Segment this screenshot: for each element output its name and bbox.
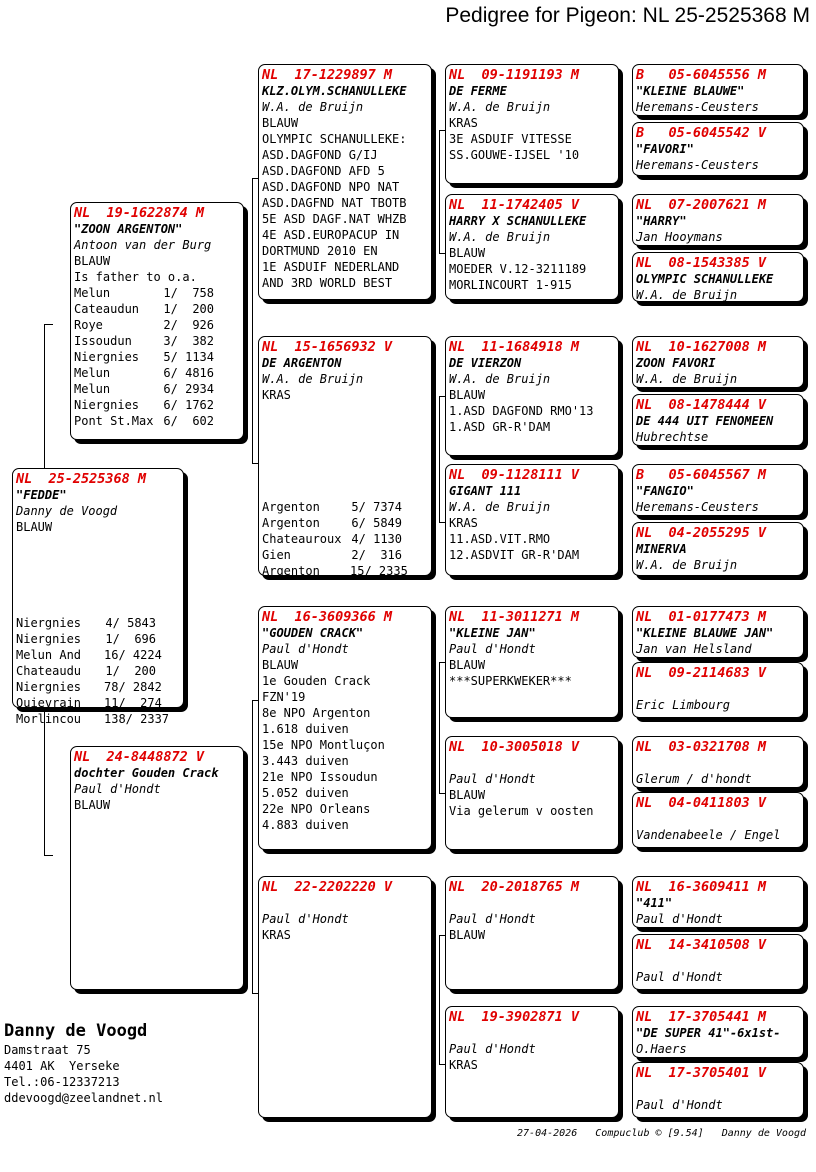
info-line: DORTMUND 2010 EN (262, 244, 378, 258)
result-row (262, 531, 428, 547)
ring-number: NL 11-3011271 M (449, 609, 580, 625)
info-line: 11.ASD.VIT.RMO (449, 532, 551, 546)
result-rank: 1/ 758 (163, 286, 214, 300)
pigeon-card-fmf[interactable] (445, 336, 619, 456)
breeder-name: W.A. de Bruijn (636, 372, 738, 386)
info-line: KRAS (449, 516, 478, 530)
ring-number: B 05-6045567 M (636, 467, 767, 483)
info-line (262, 435, 428, 451)
pigeon-name: dochter Gouden Crack (74, 766, 219, 780)
result-rank: 78/ 2842 (104, 680, 162, 694)
pigeon-card-g11[interactable] (632, 736, 804, 788)
result-row (16, 711, 180, 727)
breeder-name: W.A. de Bruijn (262, 372, 364, 386)
info-line: MORLINCOURT 1-915 (449, 278, 572, 292)
pigeon-card-g13[interactable] (632, 876, 804, 928)
result-place: Gien (262, 548, 291, 562)
pigeon-card-main[interactable] (12, 468, 184, 726)
pigeon-name: "GOUDEN CRACK" (262, 626, 364, 640)
info-line: 21e NPO Issoudun (262, 770, 378, 784)
pigeon-name: OLYMPIC SCHANULLEKE (636, 272, 774, 286)
pigeon-card-fff[interactable] (445, 64, 619, 184)
breeder-name: Paul d'Hondt (262, 912, 349, 926)
owner-address-line: Damstraat 75 (4, 1043, 91, 1057)
result-rank: 5/ 1134 (163, 350, 214, 364)
breeder-name: W.A. de Bruijn (449, 100, 551, 114)
pigeon-name: DE VIERZON (449, 356, 522, 370)
info-line (16, 535, 180, 551)
pigeon-name: "FEDDE" (16, 488, 67, 502)
pigeon-name: ZOON FAVORI (636, 356, 716, 370)
pigeon-card-father[interactable] (70, 202, 244, 440)
result-row (262, 515, 428, 531)
result-row (74, 413, 240, 429)
result-row (74, 285, 240, 301)
info-line (262, 467, 428, 483)
pigeon-card-g5[interactable] (632, 336, 804, 388)
pigeon-name (636, 953, 800, 969)
pigeon-name (262, 895, 428, 911)
result-rank: 4/ 5843 (105, 616, 156, 630)
result-place: Morlincou (16, 712, 82, 726)
breeder-name: Paul d'Hondt (636, 1098, 723, 1112)
info-line: BLAUW (449, 658, 486, 672)
pigeon-card-mf[interactable] (258, 606, 432, 850)
pigeon-card-g6[interactable] (632, 394, 804, 446)
info-line: 1.ASD GR-R'DAM (449, 420, 551, 434)
result-place: Issoudun (74, 334, 132, 348)
pigeon-name (636, 681, 800, 697)
pigeon-card-fmm[interactable] (445, 464, 619, 576)
info-line: BLAUW (449, 388, 486, 402)
info-line: KRAS (449, 116, 478, 130)
breeder-name: Heremans-Ceusters (636, 158, 759, 172)
result-place: Argenton (262, 516, 320, 530)
pigeon-name: "KLEINE JAN" (449, 626, 536, 640)
pigeon-card-g8[interactable] (632, 522, 804, 576)
info-line: 4.883 duiven (262, 818, 349, 832)
breeder-name: W.A. de Bruijn (449, 372, 551, 386)
pigeon-card-g14[interactable] (632, 934, 804, 990)
info-line: 1.618 duiven (262, 722, 349, 736)
info-line: 3E ASDUIF VITESSE (449, 132, 572, 146)
ring-number: NL 17-3705441 M (636, 1009, 767, 1025)
pigeon-name: GIGANT 111 (449, 484, 522, 498)
pigeon-name: DE FERME (449, 84, 507, 98)
pigeon-name: "FAVORI" (636, 142, 694, 156)
pigeon-card-mother[interactable] (70, 746, 244, 990)
result-row (16, 663, 180, 679)
info-line (262, 483, 428, 499)
info-line (16, 599, 180, 615)
breeder-name: Paul d'Hondt (262, 642, 349, 656)
pigeon-card-g3[interactable] (632, 194, 804, 246)
ring-number: NL 24-8448872 V (74, 749, 205, 765)
pigeon-card-fm[interactable] (258, 336, 432, 576)
breeder-name: Heremans-Ceusters (636, 100, 759, 114)
info-line (16, 551, 180, 567)
ring-number: NL 09-1191193 M (449, 67, 580, 83)
pigeon-card-mff[interactable] (445, 606, 619, 718)
breeder-name: Jan Hooymans (636, 230, 723, 244)
result-place: Roye (74, 318, 103, 332)
result-row (262, 499, 428, 515)
result-row (16, 679, 180, 695)
result-rank: 5/ 7374 (351, 500, 402, 514)
result-rank: 3/ 382 (163, 334, 214, 348)
result-rank: 6/ 4816 (163, 366, 214, 380)
ring-number: NL 20-2018765 M (449, 879, 580, 895)
breeder-name: Glerum / d'hondt (636, 772, 752, 786)
pigeon-card-g7[interactable] (632, 464, 804, 516)
ring-number: NL 04-2055295 V (636, 525, 767, 541)
info-line: BLAUW (262, 658, 299, 672)
result-rank: 6/ 5849 (351, 516, 402, 530)
info-line: BLAUW (74, 798, 111, 812)
result-place: Niergnies (16, 680, 82, 694)
info-line: ASD.DAGFOND G/IJ (262, 148, 378, 162)
pigeon-name (449, 1025, 615, 1041)
ring-number: NL 11-1742405 V (449, 197, 580, 213)
pigeon-card-g12[interactable] (632, 792, 804, 848)
pigeon-card-g16[interactable] (632, 1062, 804, 1118)
owner-address-line: 4401 AK Yerseke (4, 1059, 120, 1073)
ring-number: NL 19-3902871 V (449, 1009, 580, 1025)
pigeon-name (636, 1081, 800, 1097)
breeder-name: Danny de Voogd (16, 504, 118, 518)
result-place: Chateaudu (16, 664, 82, 678)
ring-number: NL 10-3005018 V (449, 739, 580, 755)
result-rank: 6/ 602 (163, 414, 214, 428)
pigeon-name (636, 811, 800, 827)
result-row (74, 333, 240, 349)
owner-name: Danny de Voogd (4, 1021, 148, 1041)
breeder-name: Paul d'Hondt (636, 970, 723, 984)
breeder-name: W.A. de Bruijn (636, 558, 738, 572)
info-line: 1E ASDUIF NEDERLAND (262, 260, 400, 274)
ring-number: NL 22-2202220 V (262, 879, 393, 895)
pigeon-card-mmf[interactable] (445, 876, 619, 990)
ring-number: NL 25-2525368 M (16, 471, 147, 487)
result-place: Niergnies (74, 398, 140, 412)
ring-number: NL 17-3705401 V (636, 1065, 767, 1081)
info-line: 1.ASD DAGFOND RMO'13 (449, 404, 594, 418)
info-line: AND 3RD WORLD BEST (262, 276, 393, 290)
footer: 27-04-2026 Compuclub © [9.54] Danny de Voogd (517, 1128, 806, 1139)
pigeon-card-g1[interactable] (632, 64, 804, 116)
info-line: KRAS (262, 388, 291, 402)
ring-number: NL 17-1229897 M (262, 67, 393, 83)
result-place: Melun (74, 286, 111, 300)
result-row (74, 301, 240, 317)
result-rank: 11/ 274 (104, 696, 162, 710)
result-place: Quievrain (16, 696, 82, 710)
info-line: SS.GOUWE-IJSEL '10 (449, 148, 580, 162)
info-line: BLAUW (74, 254, 111, 268)
result-place: Melun And (16, 648, 82, 662)
pigeon-name: "ZOON ARGENTON" (74, 222, 183, 236)
info-line: ASD.DAGFOND AFD 5 (262, 164, 385, 178)
info-line: 3.443 duiven (262, 754, 349, 768)
info-line: MOEDER V.12-3211189 (449, 262, 587, 276)
result-rank: 6/ 1762 (163, 398, 214, 412)
info-line: FZN'19 (262, 690, 306, 704)
result-rank: 16/ 4224 (104, 648, 162, 662)
ring-number: NL 15-1656932 V (262, 339, 393, 355)
result-place: Melun (74, 382, 111, 396)
info-line: 5E ASD DAGF.NAT WHZB (262, 212, 407, 226)
breeder-name: Paul d'Hondt (636, 912, 723, 926)
pigeon-name: "KLEINE BLAUWE" (636, 84, 745, 98)
result-row (16, 695, 180, 711)
info-line (262, 419, 428, 435)
breeder-name: Heremans-Ceusters (636, 500, 759, 514)
pigeon-card-mmm[interactable] (445, 1006, 619, 1118)
pigeon-name: "411" (636, 896, 673, 910)
ring-number: NL 19-1622874 M (74, 205, 205, 221)
info-line: BLAUW (449, 788, 486, 802)
pigeon-name: "DE SUPER 41"-6x1st- (636, 1026, 781, 1040)
pigeon-card-g15[interactable] (632, 1006, 804, 1058)
pigeon-name: MINERVA (636, 542, 687, 556)
ring-number: NL 01-0177473 M (636, 609, 767, 625)
pigeon-name: KLZ.OLYM.SCHANULLEKE (262, 84, 407, 98)
pigeon-name (449, 755, 615, 771)
result-row (262, 563, 428, 579)
info-line: BLAUW (449, 246, 486, 260)
pigeon-card-ff[interactable] (258, 64, 432, 300)
ring-number: NL 04-0411803 V (636, 795, 767, 811)
result-row (74, 317, 240, 333)
ring-number: NL 08-1543385 V (636, 255, 767, 271)
result-rank: 15/ 2335 (350, 564, 408, 578)
pigeon-card-g9[interactable] (632, 606, 804, 658)
info-line: 5.052 duiven (262, 786, 349, 800)
result-rank: 138/ 2337 (104, 712, 170, 726)
pigeon-card-g10[interactable] (632, 662, 804, 718)
ring-number: B 05-6045556 M (636, 67, 767, 83)
info-line: BLAUW (262, 116, 299, 130)
result-rank: 2/ 926 (163, 318, 214, 332)
info-line: 8e NPO Argenton (262, 706, 371, 720)
breeder-name: Jan van Helsland (636, 642, 752, 656)
owner-email: ddevoogd@zeelandnet.nl (4, 1091, 163, 1105)
owner-phone: Tel.:06-12337213 (4, 1075, 120, 1089)
ring-number: NL 08-1478444 V (636, 397, 767, 413)
info-line: KRAS (449, 1058, 478, 1072)
pigeon-name: "KLEINE BLAUWE JAN" (636, 626, 774, 640)
pigeon-name (636, 755, 800, 771)
info-line: 1e Gouden Crack (262, 674, 371, 688)
result-place: Argenton (262, 500, 320, 514)
info-line: 22e NPO Orleans (262, 802, 371, 816)
result-place: Niergnies (74, 350, 140, 364)
breeder-name: Paul d'Hondt (449, 642, 536, 656)
ring-number: NL 11-1684918 M (449, 339, 580, 355)
ring-number: NL 07-2007621 M (636, 197, 767, 213)
ring-number: NL 16-3609411 M (636, 879, 767, 895)
breeder-name: Paul d'Hondt (449, 912, 536, 926)
pigeon-name: "HARRY" (636, 214, 687, 228)
result-row (16, 647, 180, 663)
result-row (16, 631, 180, 647)
pigeon-card-ffm[interactable] (445, 194, 619, 300)
ring-number: B 05-6045542 V (636, 125, 767, 141)
pigeon-name: DE 444 UIT FENOMEEN (636, 414, 774, 428)
info-line (262, 451, 428, 467)
info-line: ASD.DAGFOND NPO NAT (262, 180, 400, 194)
ring-number: NL 14-3410508 V (636, 937, 767, 953)
info-line: 4E ASD.EUROPACUP IN (262, 228, 400, 242)
result-row (74, 365, 240, 381)
result-row (74, 381, 240, 397)
breeder-name: W.A. de Bruijn (262, 100, 364, 114)
breeder-name: Hubrechtse (636, 430, 709, 444)
result-place: Argenton (262, 564, 320, 578)
pigeon-card-g2[interactable] (632, 122, 804, 176)
ring-number: NL 16-3609366 M (262, 609, 393, 625)
breeder-name: Paul d'Hondt (449, 1042, 536, 1056)
breeder-name: Paul d'Hondt (74, 782, 161, 796)
info-line (262, 403, 428, 419)
breeder-name: W.A. de Bruijn (449, 500, 551, 514)
result-rank: 4/ 1130 (351, 532, 402, 546)
result-rank: 2/ 316 (351, 548, 402, 562)
result-row (74, 397, 240, 413)
result-rank: 1/ 200 (163, 302, 214, 316)
result-place: Chateauroux (262, 532, 342, 546)
info-line (16, 567, 180, 583)
info-line: 12.ASDVIT GR-R'DAM (449, 548, 580, 562)
info-line (16, 583, 180, 599)
info-line: 15e NPO Montluçon (262, 738, 385, 752)
info-line: BLAUW (16, 520, 53, 534)
pigeon-card-mm[interactable] (258, 876, 432, 1118)
breeder-name: O.Haers (636, 1042, 687, 1056)
ring-number: NL 09-2114683 V (636, 665, 767, 681)
info-line: ASD.DAGFND NAT TBOTB (262, 196, 407, 210)
pigeon-name: HARRY X SCHANULLEKE (449, 214, 587, 228)
info-line: ***SUPERKWEKER*** (449, 674, 572, 688)
breeder-name: W.A. de Bruijn (636, 288, 738, 302)
pigeon-name: DE ARGENTON (262, 356, 342, 370)
info-line: BLAUW (449, 928, 486, 942)
breeder-name: Paul d'Hondt (449, 772, 536, 786)
breeder-name: W.A. de Bruijn (449, 230, 551, 244)
info-line: OLYMPIC SCHANULLEKE: (262, 132, 407, 146)
result-place: Cateaudun (74, 302, 140, 316)
pigeon-card-g4[interactable] (632, 252, 804, 302)
result-row (74, 349, 240, 365)
info-line: Via gelerum v oosten (449, 804, 594, 818)
result-rank: 1/ 200 (105, 664, 156, 678)
pigeon-card-mfm[interactable] (445, 736, 619, 850)
ring-number: NL 09-1128111 V (449, 467, 580, 483)
result-row (16, 615, 180, 631)
pigeon-name: "FANGIO" (636, 484, 694, 498)
ring-number: NL 03-0321708 M (636, 739, 767, 755)
breeder-name: Vandenabeele / Engel (636, 828, 781, 842)
result-rank: 1/ 696 (105, 632, 156, 646)
result-place: Pont St.Max (74, 414, 154, 428)
breeder-name: Eric Limbourg (636, 698, 730, 712)
ring-number: NL 10-1627008 M (636, 339, 767, 355)
info-line: KRAS (262, 928, 291, 942)
breeder-name: Antoon van der Burg (74, 238, 212, 252)
pigeon-name (449, 895, 615, 911)
result-place: Niergnies (16, 632, 82, 646)
info-line: Is father to o.a. (74, 270, 197, 284)
result-place: Niergnies (16, 616, 82, 630)
result-row (262, 547, 428, 563)
owner-block (4, 1020, 163, 1106)
page-title: Pedigree for Pigeon: NL 25-2525368 M (445, 4, 810, 27)
result-rank: 6/ 2934 (163, 382, 214, 396)
result-place: Melun (74, 366, 111, 380)
